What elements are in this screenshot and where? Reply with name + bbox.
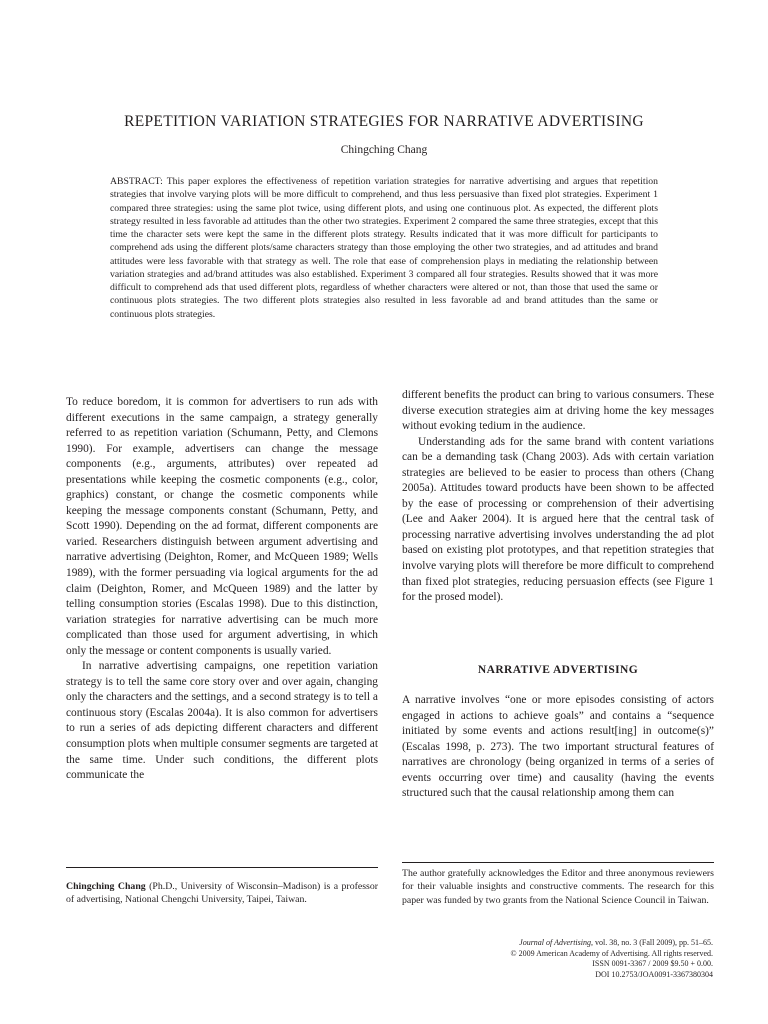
body-paragraph: In narrative advertising campaigns, one repetition variation strategy is to tell the same core story over and over again, changing only the characters and the settings, and a second strategy is to tell a continuous story (Escalas 2004a). It is also common for advertisers to run a series of ads depicting different characters and different consumption plots when multiple consumer segments are targeted at the same time. Under such conditions, the different plots communicate the <box>66 660 378 782</box>
body-paragraph: A narrative involves “one or more episodes consisting of actors engaged in actions to achieve goals” and contains a “sequence initiated by some events and actions result[ing] in outcome(s)” (Escalas 1998, p. 273). The two important structural features of narratives are chronology (being organized in terms of a series of events occurring over time) and causality (having the events structured such that the causal relationship among them can <box>402 694 714 800</box>
citation-journal-line: Journal of Advertising, vol. 38, no. 3 (Fall 2009), pp. 51–65. <box>519 938 713 947</box>
footnote-divider-right <box>402 862 714 863</box>
body-column-left <box>66 395 378 784</box>
body-paragraph: different benefits the product can bring to various consumers. These diverse execution strategies aim at driving home the key messages without evoking tedium in the audience. <box>402 389 714 433</box>
abstract: ABSTRACT: This paper explores the effectiveness of repetition variation strategies for narrative advertising and argues that repetition strategies that involve varying plots will be more difficult to comprehend, and thus less persuasive than fixed plot strategies. Experiment 1 compared three strategies: using the same plot twice, using different plots, and using one continuous plot. As expected, the different plots strategy resulted in less favorable ad attitudes than the other two strategies. Experiment 2 compared the same three strategies, except that this time the character sets were kept the same in the different plots strategy. Results indicated that it was more difficult for participants to comprehend ads using the different plots/same characters strategy than those employing the other two strategies, and ad attitudes and brand attitudes were less favorable with that strategy as well. The role that ease of comprehension plays in mediating the relationship between variation strategies and ad/brand attitudes was also established. Experiment 3 compared all four strategies. Results showed that it was more difficult to comprehend ads that used different plots, regardless of whether characters were altered or not, than those that used the same or continuous plots strategies. The two different plots strategies also resulted in less favorable ad and brand attitudes than the same or continuous plots strategies. <box>110 176 658 320</box>
author-footnote-bio: (Ph.D., University of Wisconsin–Madison) is a professor of advertising, National Chengchi University, Taipei, Taiwan. <box>66 881 378 906</box>
body-paragraph: Understanding ads for the same brand with content variations can be a demanding task (Chang 2003). Ads with certain variation strategies are believed to be easier to process than others (Chang 2005a). Attitudes toward products have been shown to be affected by the ease of processing or comprehension of their advertising (Lee and Aaker 2004). It is argued here that the central task of processing narrative advertising involves understanding the ad plot based on existing plot prototypes, and that repetition strategies that involve varying plots will therefore be more difficult to comprehend than fixed plot strategies, reducing persuasion effects (see Figure 1 for the prosed model). <box>402 435 714 604</box>
author-footnote <box>66 880 378 907</box>
citation-block <box>511 938 713 980</box>
journal-name: Journal of Advertising <box>519 938 591 947</box>
body-paragraph: To reduce boredom, it is common for advertisers to run ads with different executions in the same campaign, a strategy generally referred to as repetition variation (Schumann, Petty, and Clemons 1990). For example, advertisers can change the message components (e.g., arguments, attributes) over repeated ad presentations while keeping the cosmetic components (e.g., color, graphics) constant, or change the cosmetic components while keeping the message components constant (Schumann, Petty, and Scott 1990). Depending on the ad format, different components are varied. Researchers distinguish between argument advertising and narrative advertising (Deighton, Romer, and McQueen 1989; Wells 1989), with the former persuading via logical arguments for the ad claim (Deighton, Romer, and McQueen 1989) and the latter by telling consumption stories (Escalas 1998). Due to this distinction, variation strategies for narrative advertising can be much more complicated than those used for argument advertising, in which only the message or content components is usually varied. <box>66 396 378 657</box>
acknowledgment-footnote: The author gratefully acknowledges the Editor and three anonymous reviewers for their valuable insights and constructive comments. The research for this paper was funded by two grants from the National Science Council in Taiwan. <box>402 868 714 906</box>
footnote-divider-left <box>66 867 378 868</box>
body-column-right-continued <box>402 693 714 802</box>
author-footnote-name: Chingching Chang <box>66 881 146 892</box>
paper-title: REPETITION VARIATION STRATEGIES FOR NARRATIVE ADVERTISING <box>124 113 644 130</box>
body-column-right <box>402 388 714 606</box>
issn-line: ISSN 0091-3367 / 2009 $9.50 + 0.00. <box>592 959 713 969</box>
copyright-line: © 2009 American Academy of Advertising. All rights reserved. <box>510 948 713 958</box>
author-byline: Chingching Chang <box>340 144 428 156</box>
doi-line: DOI 10.2753/JOA0091-3367380304 <box>595 969 713 979</box>
section-heading: NARRATIVE ADVERTISING <box>477 664 639 676</box>
